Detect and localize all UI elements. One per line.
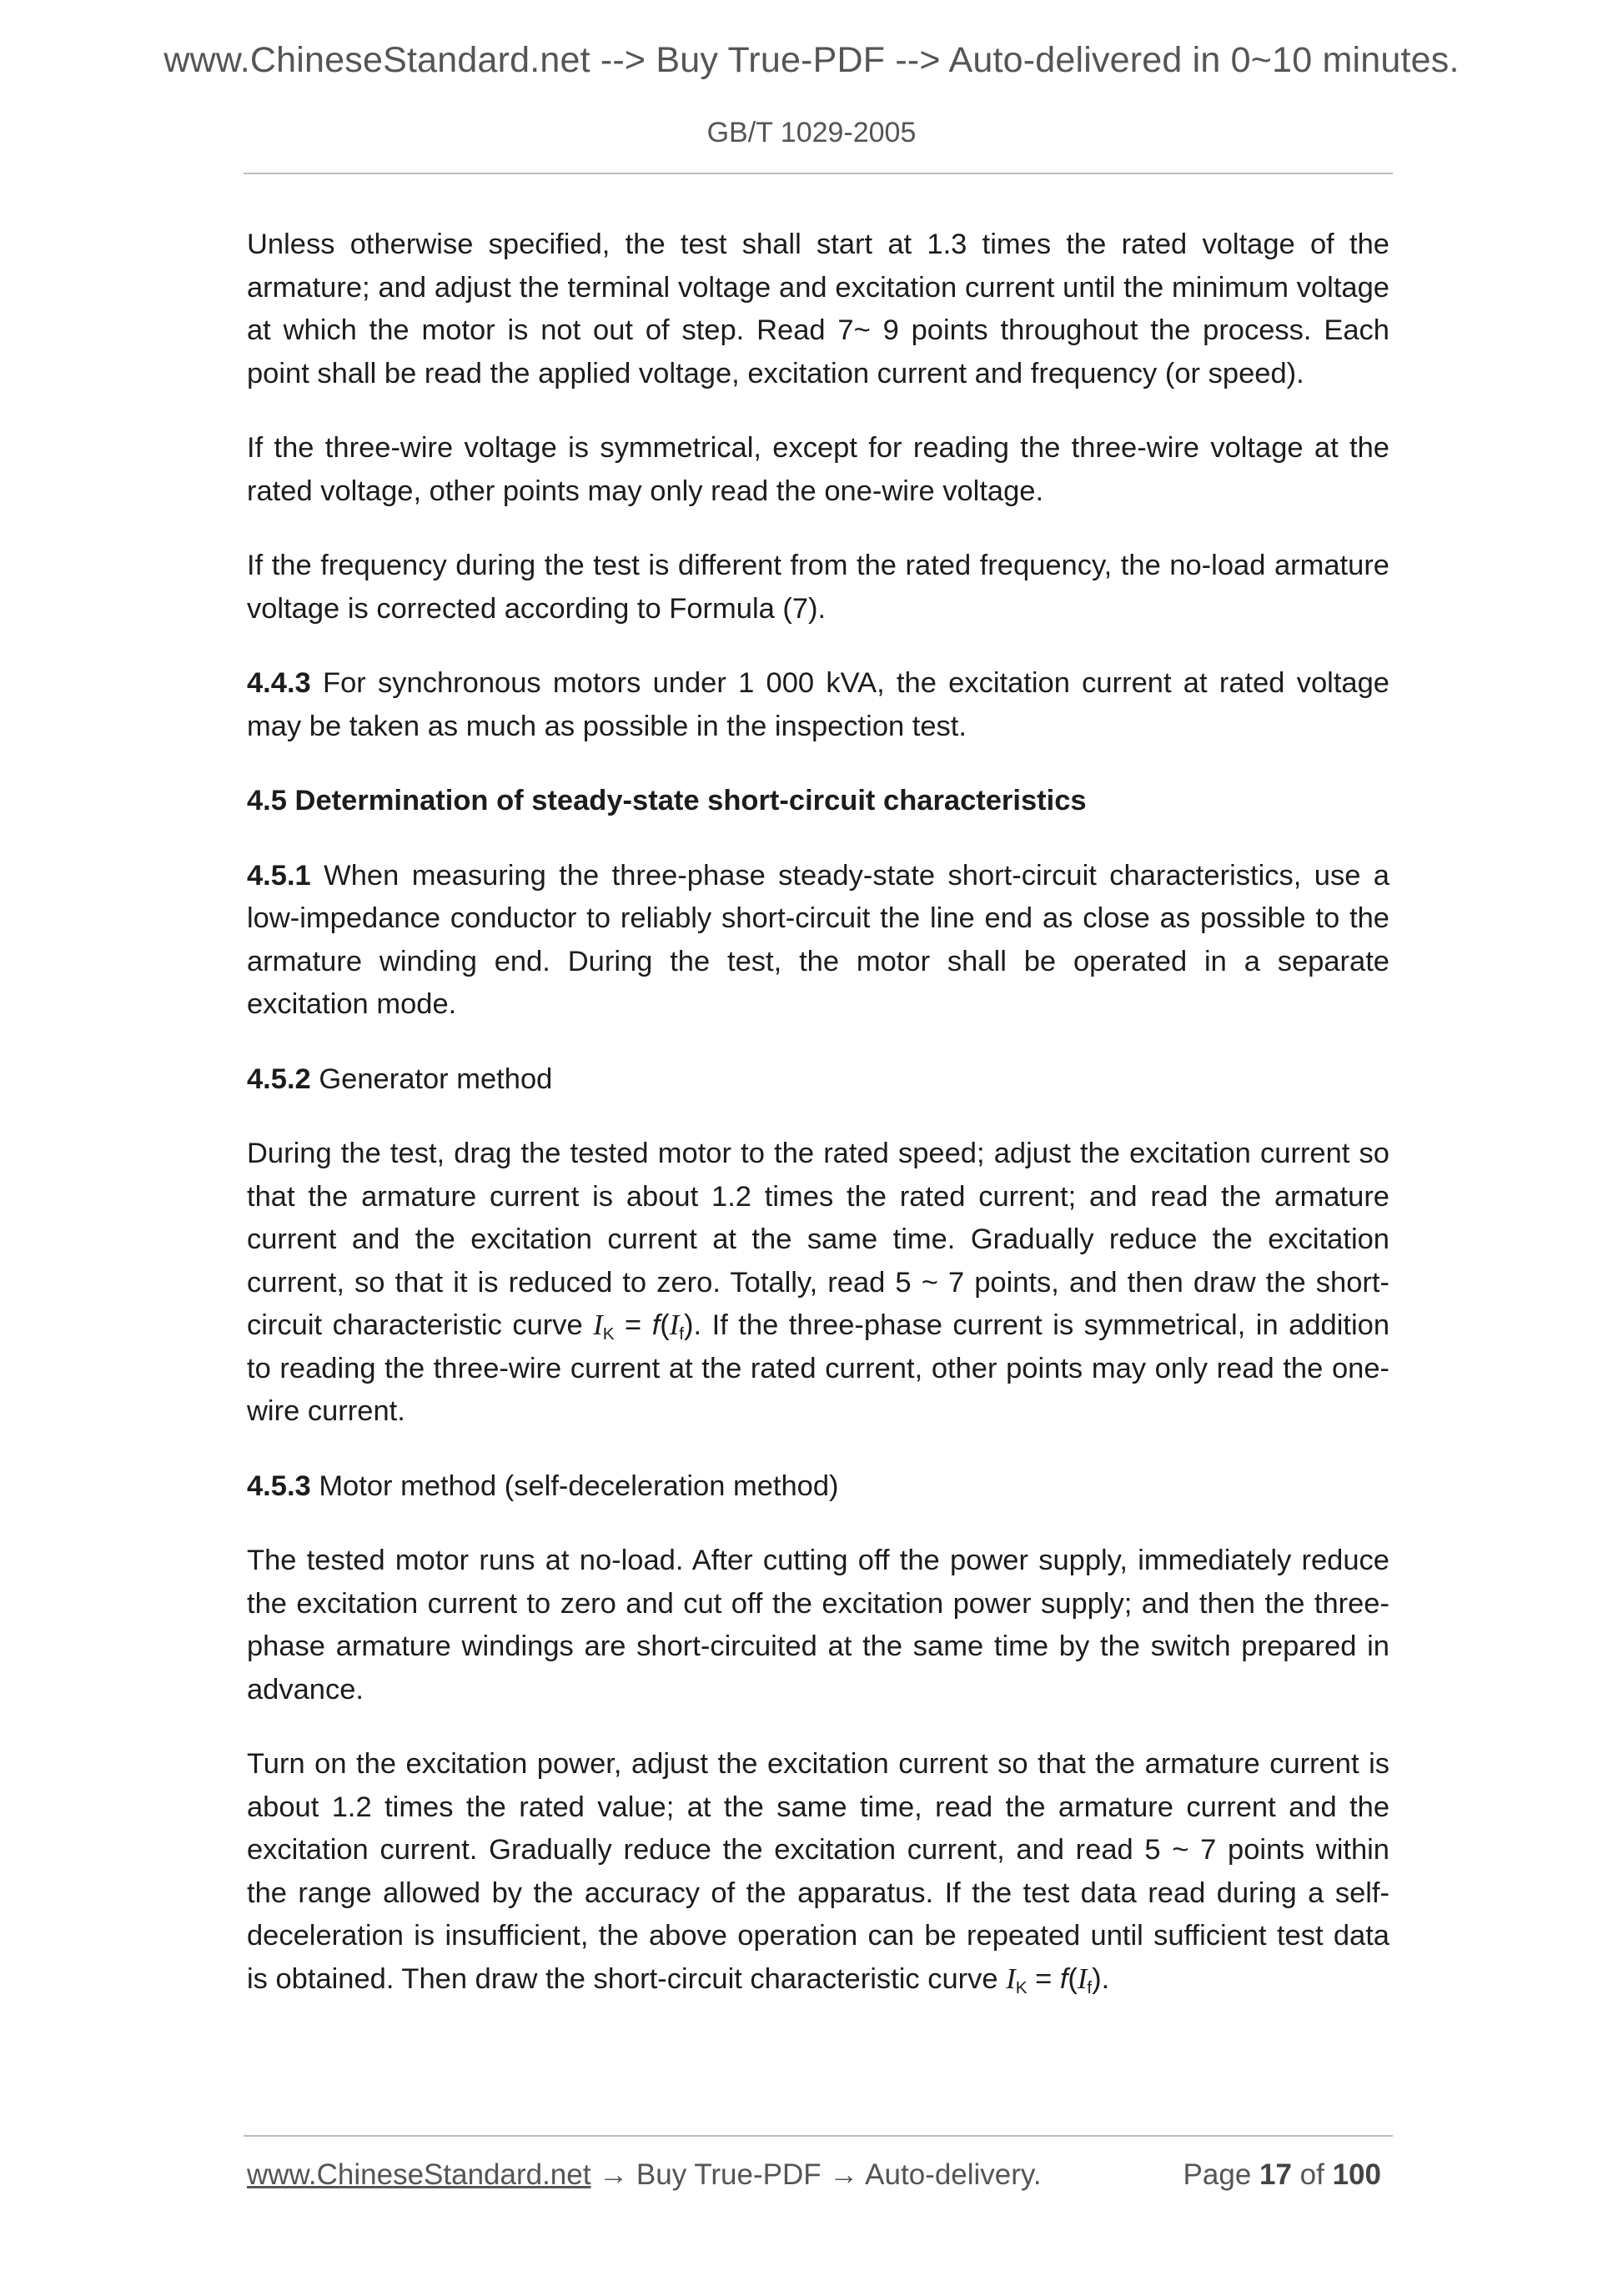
- clause-text: Generator method: [310, 1063, 553, 1095]
- formula-paren: ): [684, 1309, 694, 1341]
- clause-4-4-3: [247, 662, 1389, 748]
- paragraph-motor-excitation: [247, 1743, 1389, 2001]
- formula-paren: (: [1068, 1962, 1078, 1995]
- page-label: Page: [1183, 2158, 1260, 2191]
- formula-subscript: K: [1015, 1977, 1028, 1997]
- footer-divider: [244, 2135, 1393, 2137]
- header-divider: [244, 173, 1393, 174]
- clause-number: 4.4.3: [247, 667, 311, 699]
- site-banner: www.ChineseStandard.net --> Buy True-PDF --> Auto-delivered in 0~10 minutes.: [163, 40, 1460, 80]
- formula-symbol: I: [1077, 1962, 1088, 1995]
- of-label: of: [1291, 2158, 1333, 2191]
- formula-symbol: I: [593, 1309, 603, 1341]
- formula-operator: =: [614, 1309, 652, 1341]
- paragraph-test-procedure: Unless otherwise specified, the test shall start at 1.3 times the rated voltage of the armature; and adjust the terminal voltage and excitation current until the minimum voltage at which the motor is not out of step. Read 7~ 9 points throughout the process. Each point shall be read the applied voltage, excitation current and frequency (or speed).: [247, 229, 1389, 389]
- formula-symbol: I: [669, 1309, 680, 1341]
- page-number: 17: [1259, 2158, 1292, 2191]
- formula-subscript: K: [602, 1324, 615, 1344]
- footer-promo-text: → Buy True-PDF → Auto-delivery.: [590, 2158, 1042, 2191]
- paragraph-frequency-correction: If the frequency during the test is different from the rated frequency, the no-load armature voltage is corrected according to Formula (7).: [247, 550, 1389, 625]
- text-run: . If the three-phase current is symmetrical, in addition to reading the three-wire current at the rated current, other points may only read the one-wire current.: [247, 1309, 1390, 1427]
- clause-4-5-1: [247, 855, 1389, 1027]
- document-body: [247, 224, 1389, 2032]
- clause-4-5-3: [247, 1465, 1389, 1509]
- formula: [1006, 1963, 1101, 1995]
- clause-text: Motor method (self-deceleration method): [310, 1470, 839, 1502]
- text-run: Turn on the excitation power, adjust the excitation current so that the armature current is about 1.2 times the rated value; at the same time, read the armature current and the excitation current. Gradually reduce the excitation current, and read 5 ~ 7 points within the range allowed by the accuracy of the apparatus. If the test data read during a self-deceleration is insufficient, the above operation can be repeated until sufficient test data is obtained. Then draw the short-circuit characteristic curve: [247, 1748, 1389, 1995]
- section-heading-4-5: 4.5 Determination of steady-state short-circuit characteristics: [247, 785, 1087, 816]
- text-run: During the test, drag the tested motor to the rated speed; adjust the excitation current so that the armature current is about 1.2 times the rated current; and read the armature current and the excitation current at the same time. Gradually reduce the excitation current, so that it is reduced to zero. Totally, read 5 ~ 7 points, and then draw the short-circuit characteristic curve: [247, 1138, 1389, 1341]
- text-run: .: [1101, 1962, 1110, 1995]
- paragraph-motor-no-load: The tested motor runs at no-load. After cutting off the power supply, immediately reduce the excitation current to zero and cut off the excitation power supply; and then the three-phase armature windings are short-circuited at the same time by the switch prepared in advance.: [247, 1545, 1389, 1706]
- formula-paren: ): [1092, 1962, 1102, 1995]
- paragraph-generator-method: [247, 1133, 1389, 1434]
- clause-4-5-2: [247, 1058, 1389, 1102]
- formula-operator: =: [1027, 1962, 1060, 1995]
- total-pages: 100: [1332, 2158, 1381, 2191]
- clause-number: 4.5.1: [247, 859, 311, 892]
- formula-paren: (: [660, 1309, 670, 1341]
- formula-symbol: I: [1006, 1962, 1016, 1995]
- formula-function: f: [1059, 1962, 1068, 1995]
- formula-function: f: [651, 1309, 661, 1341]
- clause-text: When measuring the three-phase steady-state short-circuit characteristics, use a low-impedance conductor to reliably short-circuit the line end as close as possible to the armature winding end. During the test, the motor shall be operated in a separate excitation mode.: [247, 859, 1389, 1020]
- clause-number: 4.5.3: [247, 1470, 311, 1502]
- formula-subscript: f: [1087, 1977, 1093, 1997]
- website-link[interactable]: www.ChineseStandard.net: [247, 2158, 591, 2191]
- page-indicator: [1183, 2158, 1381, 2192]
- clause-number: 4.5.2: [247, 1063, 311, 1095]
- standard-code: GB/T 1029-2005: [706, 117, 917, 148]
- paragraph-three-wire-voltage: If the three-wire voltage is symmetrical, except for reading the three-wire voltage at the rated voltage, other points may only read the one-wire voltage.: [247, 432, 1389, 507]
- clause-text: For synchronous motors under 1 000 kVA, the excitation current at rated voltage may be taken as much as possible in the inspection test.: [247, 667, 1389, 742]
- formula: [593, 1309, 694, 1344]
- formula-subscript: f: [679, 1324, 685, 1344]
- footer-promo: [247, 2158, 1042, 2192]
